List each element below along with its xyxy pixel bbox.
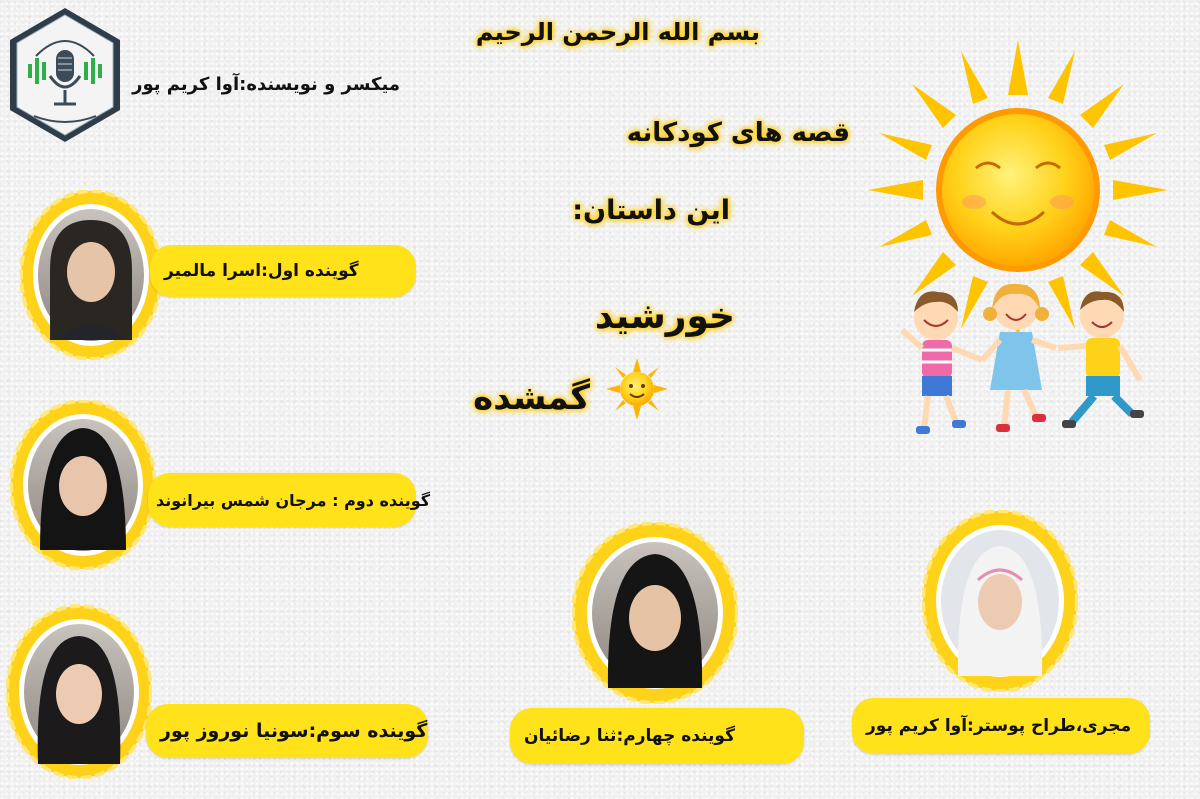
speaker4-portrait bbox=[572, 522, 738, 704]
host-designer-credit bbox=[852, 698, 1150, 754]
speaker4-credit bbox=[510, 708, 804, 764]
speaker1-credit bbox=[150, 245, 416, 297]
small-sun-icon bbox=[606, 358, 668, 420]
speaker3-credit-text: گوینده سوم:سونیا نوروز پور bbox=[160, 720, 428, 742]
host-designer-credit-text: مجری،طراح پوستر:آوا کریم پور bbox=[866, 716, 1132, 736]
speaker3-credit bbox=[146, 704, 428, 758]
speaker1-credit-text: گوینده اول:اسرا مالمیر bbox=[164, 261, 359, 281]
speaker3-portrait bbox=[6, 604, 152, 779]
story-title-line2: گمشده bbox=[473, 378, 590, 418]
story-intro: این داستان: bbox=[572, 195, 730, 226]
sun-with-children-illustration bbox=[858, 30, 1178, 450]
host-designer-portrait bbox=[922, 510, 1078, 692]
speaker1-portrait bbox=[20, 190, 162, 360]
speaker2-credit-text: گوینده دوم : مرجان شمس بیرانوند bbox=[156, 490, 431, 510]
series-title: قصه های کودکانه bbox=[626, 118, 850, 148]
speaker2-portrait bbox=[10, 400, 156, 570]
speaker2-credit bbox=[148, 473, 431, 527]
podcast-logo bbox=[6, 6, 124, 144]
story-title-line1: خورشید bbox=[594, 296, 735, 337]
speaker4-credit-text: گوینده چهارم:ثنا رضائیان bbox=[524, 726, 735, 746]
bismillah-heading: بسم الله الرحمن الرحیم bbox=[475, 18, 760, 46]
mixer-writer-credit: میکسر و نویسنده:آوا کریم پور bbox=[132, 74, 400, 95]
